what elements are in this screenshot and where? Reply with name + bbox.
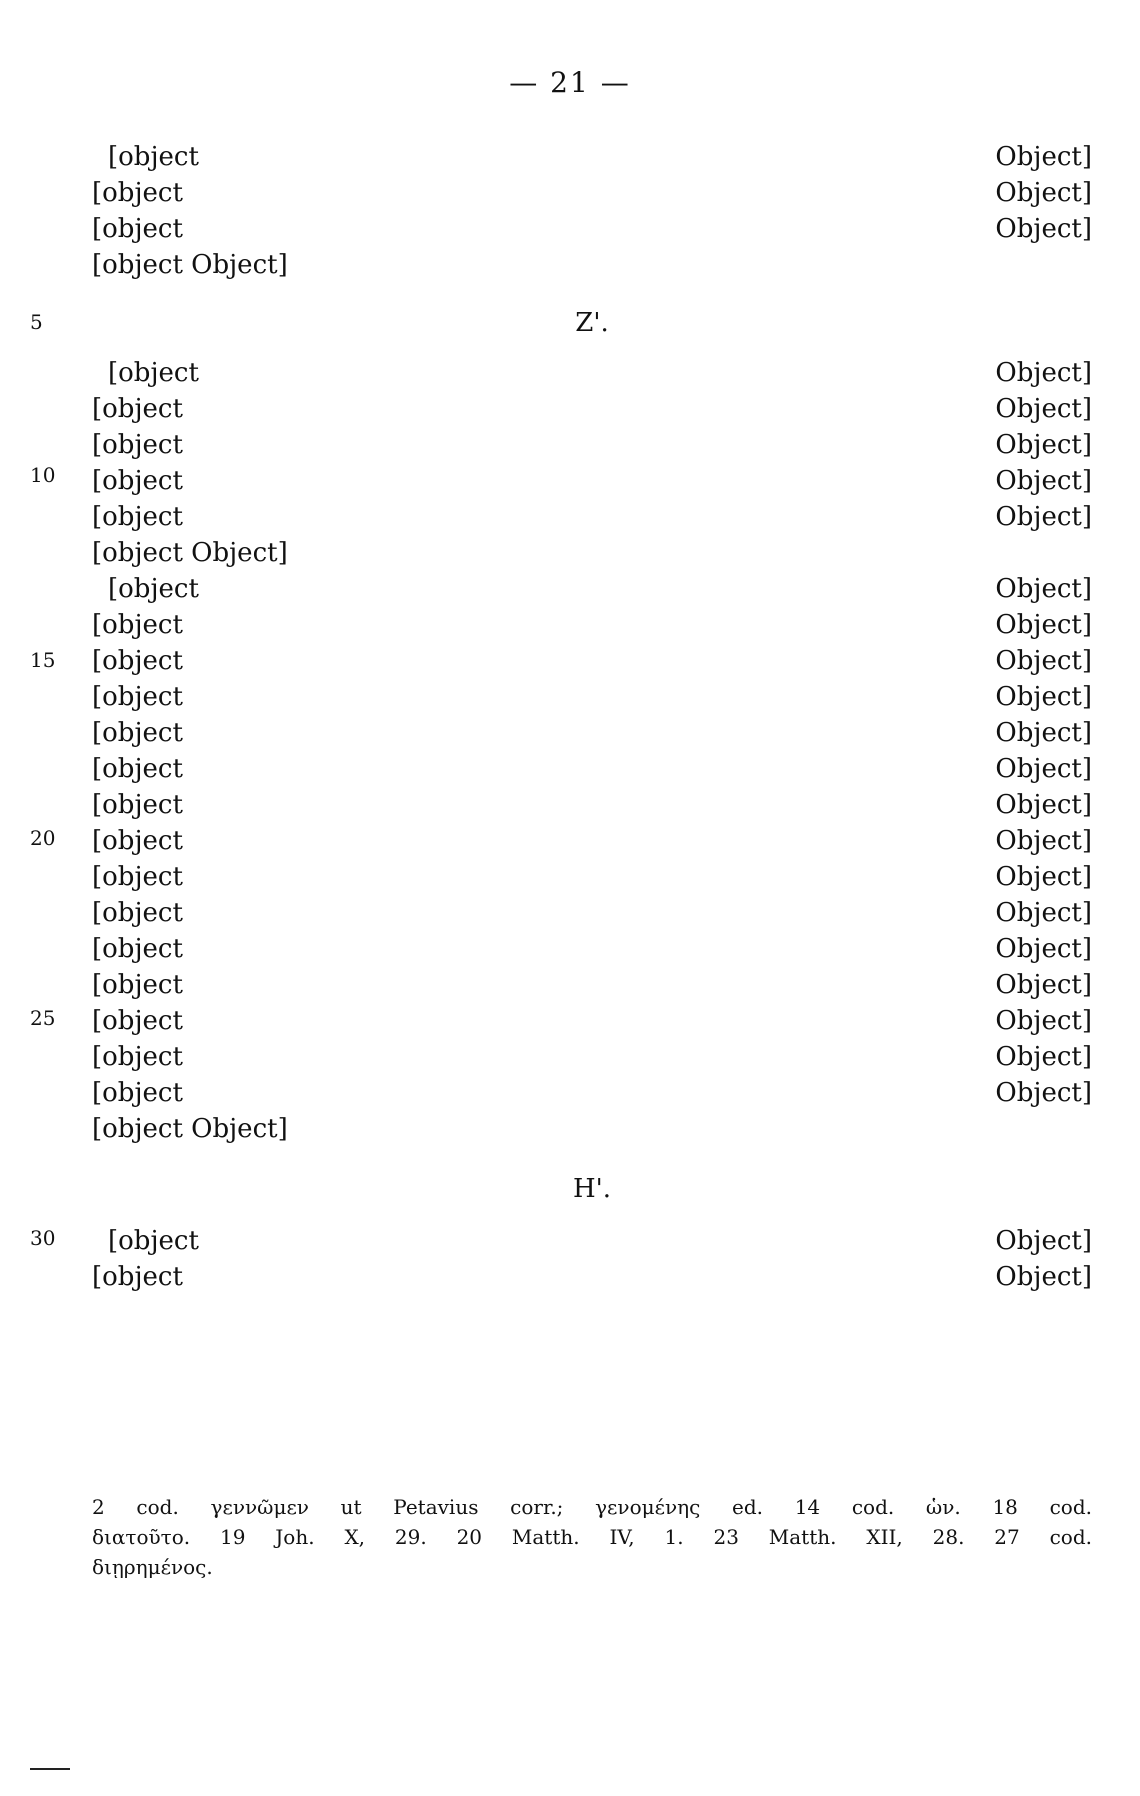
text-line: [object Object] bbox=[108, 1226, 1092, 1256]
text-line: [object Object] bbox=[92, 1078, 1092, 1108]
footnotes bbox=[92, 1492, 1092, 1582]
line-number: 5 bbox=[30, 310, 43, 334]
text-line: [object Object] bbox=[92, 970, 1092, 1000]
text-line: [object Object] bbox=[92, 214, 1092, 244]
text-line: [object Object] bbox=[92, 1262, 1092, 1292]
text-line: [object Object] bbox=[92, 394, 1092, 424]
line-number: 25 bbox=[30, 1006, 56, 1030]
text-line: [object Object] bbox=[92, 1006, 1092, 1036]
footnote-line: 2 cod. γεννῶμεν ut Petavius corr.; γενομένης ed. 14 cod. ὡν. 18 cod. bbox=[92, 1495, 1092, 1519]
text-line: [object Object] bbox=[92, 682, 1092, 712]
text-line: [object Object] bbox=[92, 178, 1092, 208]
footnote-line: διατοῦτο. 19 Joh. X, 29. 20 Matth. IV, 1. 23 Matth. XII, 28. 27 cod. bbox=[92, 1525, 1092, 1549]
text-line: [object Object] bbox=[92, 826, 1092, 856]
line-number: 15 bbox=[30, 648, 56, 672]
text-line: [object Object] bbox=[92, 610, 1092, 640]
text-line: [object Object] bbox=[92, 430, 1092, 460]
page-number: — 21 — bbox=[509, 66, 631, 99]
text-line: [object Object] bbox=[92, 862, 1092, 892]
text-line: [object Object] bbox=[92, 1114, 288, 1144]
text-line: [object Object] bbox=[92, 898, 1092, 928]
text-line: [object Object] bbox=[92, 466, 1092, 496]
text-line: [object Object] bbox=[92, 790, 1092, 820]
line-number: 20 bbox=[30, 826, 56, 850]
section-heading: Z'. bbox=[575, 308, 609, 338]
text-line: [object Object] bbox=[108, 358, 1092, 388]
page-rule bbox=[30, 1768, 70, 1770]
text-line: [object Object] bbox=[108, 574, 1092, 604]
section-heading: H'. bbox=[572, 1174, 612, 1204]
line-number: 10 bbox=[30, 463, 56, 487]
text-line: [object Object] bbox=[92, 718, 1092, 748]
text-line: [object Object] bbox=[92, 250, 288, 280]
line-number: 30 bbox=[30, 1226, 56, 1250]
text-line: [object Object] bbox=[92, 1042, 1092, 1072]
text-line: [object Object] bbox=[92, 646, 1092, 676]
text-line: [object Object] bbox=[92, 538, 288, 568]
footnote-line: διῃρημένος. bbox=[92, 1555, 213, 1579]
text-line: [object Object] bbox=[92, 934, 1092, 964]
text-line: [object Object] bbox=[92, 754, 1092, 784]
text-line: [object Object] bbox=[108, 142, 1092, 172]
text-line: [object Object] bbox=[92, 502, 1092, 532]
